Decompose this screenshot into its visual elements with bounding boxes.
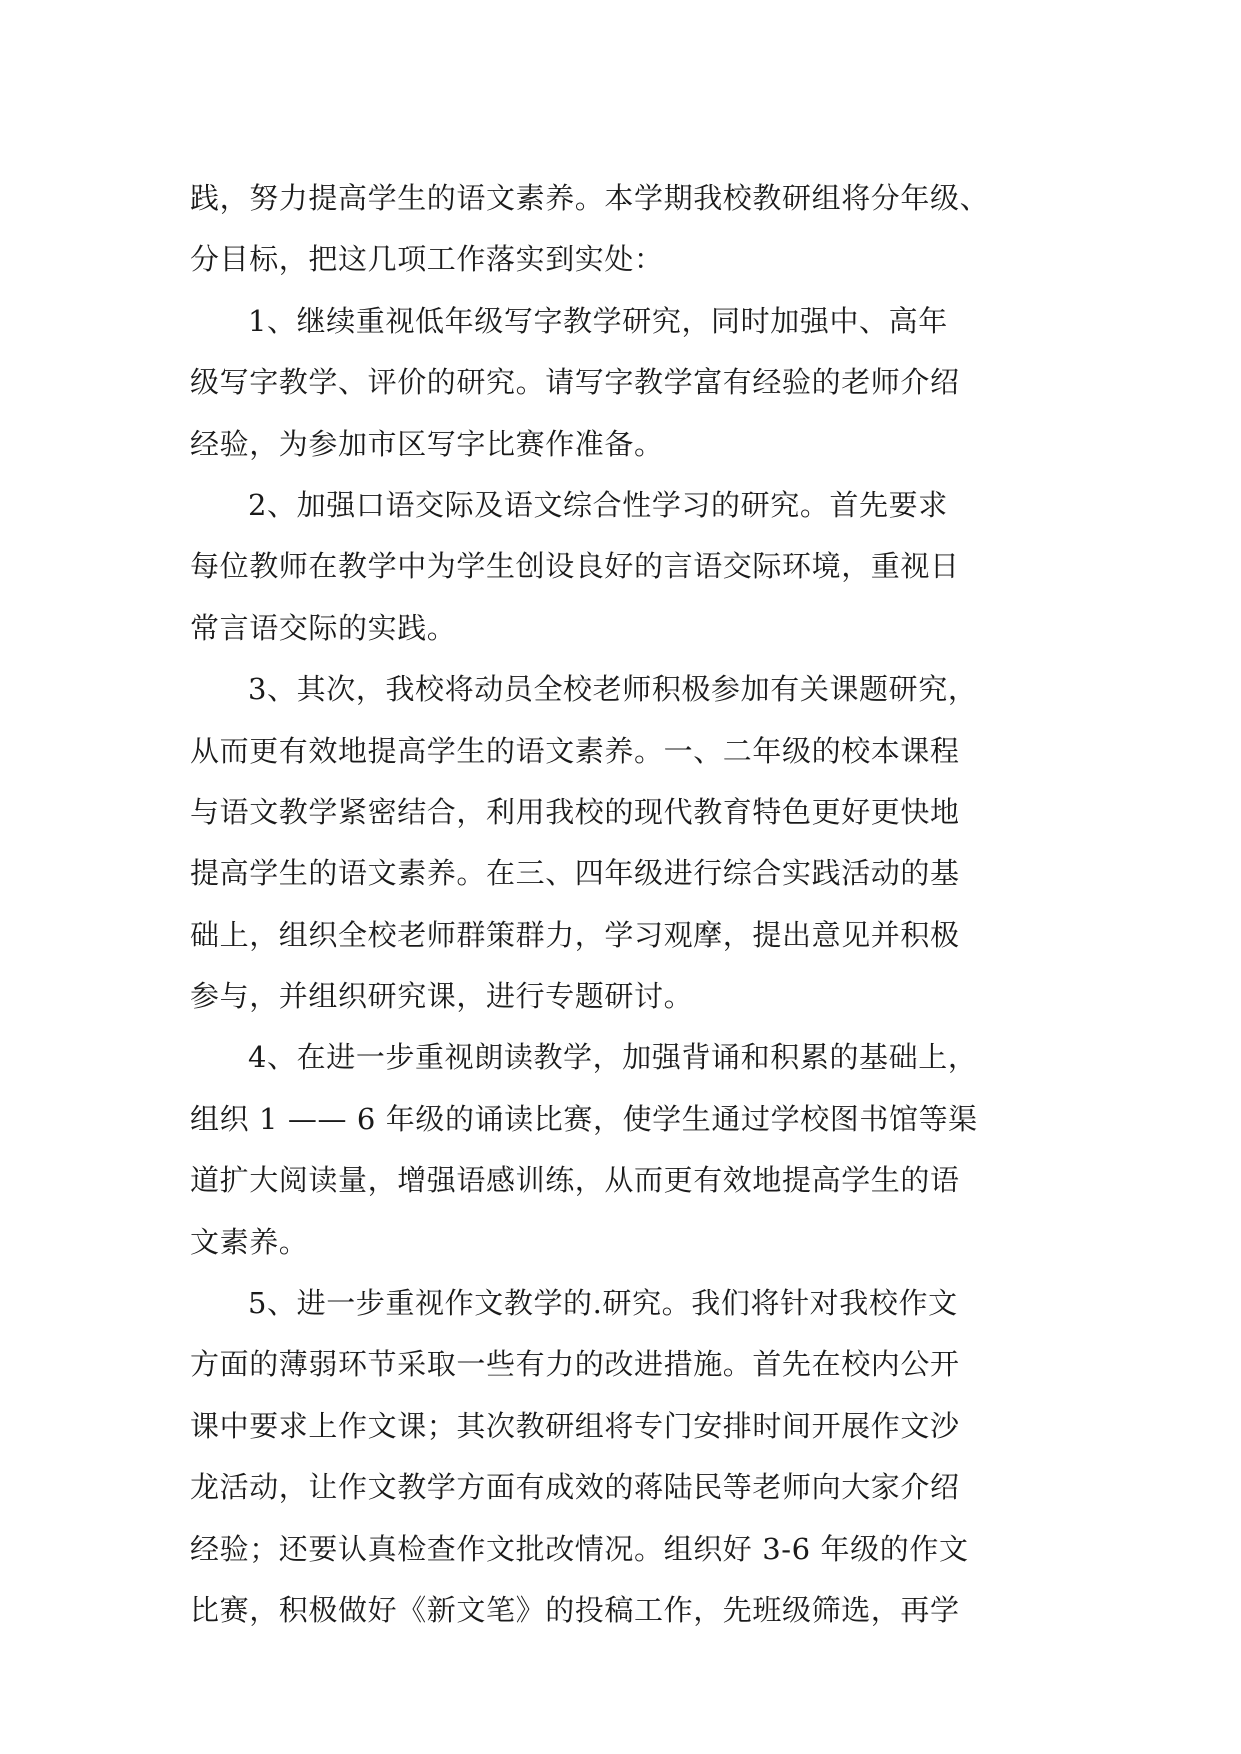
paragraph xyxy=(190,659,1060,1027)
text-line: 提高学生的语文素养。在三、四年级进行综合实践活动的基 xyxy=(190,856,960,891)
paragraph xyxy=(190,168,1060,291)
text-line: 3、其次，我校将动员全校老师积极参加有关课题研究， xyxy=(248,672,978,707)
text-line: 文素养。 xyxy=(190,1224,309,1259)
text-line: 组织 1 —— 6 年级的诵读比赛，使学生通过学校图书馆等渠 xyxy=(190,1101,978,1136)
text-line: 4、在进一步重视朗读教学，加强背诵和积累的基础上， xyxy=(248,1040,978,1075)
text-line: 础上，组织全校老师群策群力，学习观摩，提出意见并积极 xyxy=(190,917,960,952)
document-body xyxy=(190,168,1060,1641)
paragraph xyxy=(190,1027,1060,1273)
text-line: 分目标，把这几项工作落实到实处： xyxy=(190,242,664,277)
text-line: 常言语交际的实践。 xyxy=(190,610,457,645)
text-line: 从而更有效地提高学生的语文素养。一、二年级的校本课程 xyxy=(190,733,960,768)
paragraph xyxy=(190,475,1060,659)
paragraph xyxy=(190,1273,1060,1641)
text-line: 每位教师在教学中为学生创设良好的言语交际环境，重视日 xyxy=(190,549,960,584)
text-line: 2、加强口语交际及语文综合性学习的研究。首先要求 xyxy=(248,487,948,522)
text-line: 1、继续重视低年级写字教学研究，同时加强中、高年 xyxy=(248,303,948,338)
text-line: 经验；还要认真检查作文批改情况。组织好 3-6 年级的作文 xyxy=(190,1531,969,1566)
text-line: 龙活动，让作文教学方面有成效的蒋陆民等老师向大家介绍 xyxy=(190,1470,960,1505)
text-line: 经验，为参加市区写字比赛作准备。 xyxy=(190,426,664,461)
text-line: 5、进一步重视作文教学的.研究。我们将针对我校作文 xyxy=(248,1286,958,1321)
text-line: 与语文教学紧密结合，利用我校的现代教育特色更好更快地 xyxy=(190,794,960,829)
text-line: 道扩大阅读量，增强语感训练，从而更有效地提高学生的语 xyxy=(190,1163,960,1198)
paragraph xyxy=(190,291,1060,475)
text-line: 课中要求上作文课；其次教研组将专门安排时间开展作文沙 xyxy=(190,1408,960,1443)
text-line: 比赛，积极做好《新文笔》的投稿工作，先班级筛选，再学 xyxy=(190,1592,960,1627)
text-line: 参与，并组织研究课，进行专题研讨。 xyxy=(190,979,694,1014)
text-line: 级写字教学、评价的研究。请写字教学富有经验的老师介绍 xyxy=(190,365,960,400)
text-line: 践，努力提高学生的语文素养。本学期我校教研组将分年级、 xyxy=(190,181,990,215)
text-line: 方面的薄弱环节采取一些有力的改进措施。首先在校内公开 xyxy=(190,1347,960,1382)
